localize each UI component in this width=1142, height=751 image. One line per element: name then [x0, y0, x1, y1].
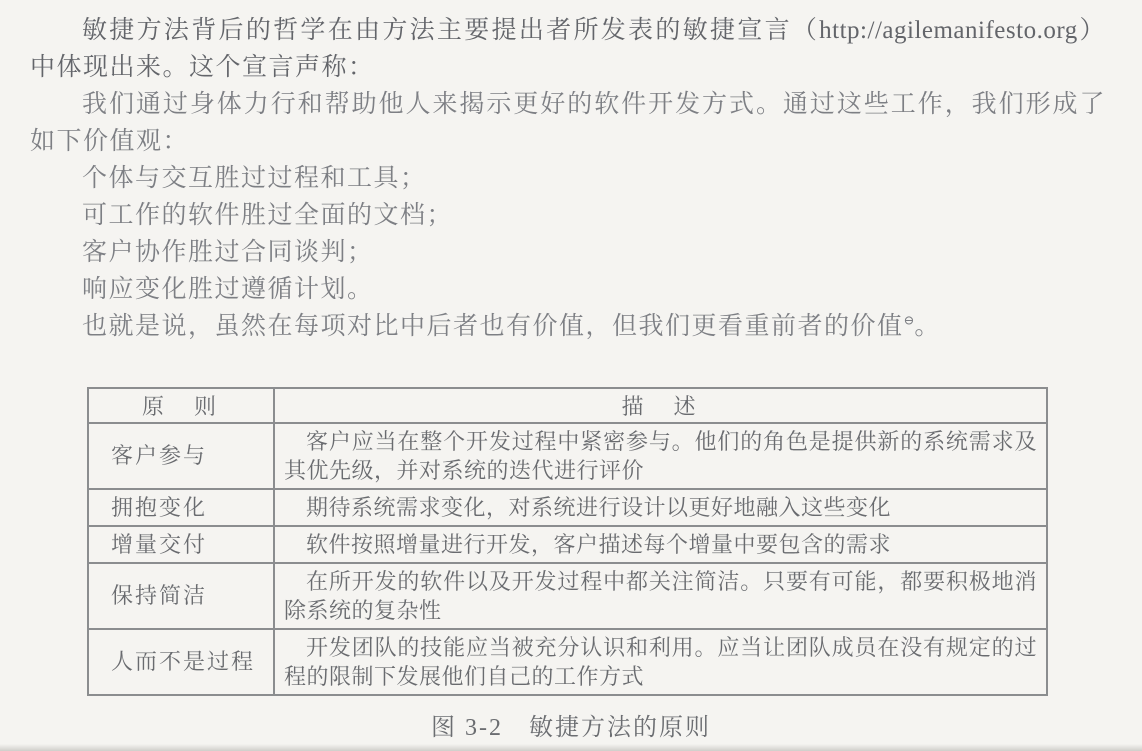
principle-cell: 客户参与	[88, 423, 274, 489]
description-cell: 客户应当在整个开发过程中紧密参与。他们的角色是提供新的系统需求及其优先级，并对系统的迭代进行评价	[274, 423, 1047, 489]
manifesto-paragraph-line-1: 我们通过身体力行和帮助他人来揭示更好的软件开发方式。通过这些工作，我们形成了	[82, 91, 1105, 118]
conclusion-paragraph	[30, 308, 1105, 345]
intro-paragraph-line-2: 中体现出来。这个宣言声称：	[30, 54, 375, 81]
intro-paragraph-line-1: 敏捷方法背后的哲学在由方法主要提出者所发表的敏捷宣言（http://agilemanifesto.org）	[82, 17, 1105, 44]
principle-cell: 拥抱变化	[88, 489, 274, 526]
manifesto-value-individuals: 个体与交互胜过过程和工具；	[82, 165, 427, 192]
footnote-marker: ⊖	[903, 312, 915, 328]
principle-cell: 增量交付	[88, 526, 274, 563]
manifesto-value-working-software: 可工作的软件胜过全面的文档；	[82, 202, 454, 229]
figure-caption: 图 3-2 敏捷方法的原则	[431, 715, 711, 741]
description-cell: 开发团队的技能应当被充分认识和利用。应当让团队成员在没有规定的过程的限制下发展他们自己的工作方式	[274, 629, 1047, 695]
page-bottom-shadow	[0, 744, 1142, 751]
body-text	[30, 12, 1105, 345]
conclusion-text: 也就是说，虽然在每项对比中后者也有价值，但我们更看重前者的价值	[82, 313, 904, 340]
table-row	[88, 563, 1047, 629]
table-header-row	[88, 388, 1047, 423]
description-cell: 期待系统需求变化，对系统进行设计以更好地融入这些变化	[274, 489, 1047, 526]
table-header-description: 描 述	[274, 388, 1047, 423]
description-cell: 在所开发的软件以及开发过程中都关注简洁。只要有可能，都要积极地消除系统的复杂性	[274, 563, 1047, 629]
table-row	[88, 423, 1047, 489]
table-row	[88, 489, 1047, 526]
manifesto-value-customer-collaboration: 客户协作胜过合同谈判；	[82, 239, 374, 266]
principles-table	[87, 387, 1048, 696]
principle-cell: 人而不是过程	[88, 629, 274, 695]
table-row	[88, 526, 1047, 563]
manifesto-value-responding-to-change: 响应变化胜过遵循计划。	[82, 276, 374, 303]
description-cell: 软件按照增量进行开发，客户描述每个增量中要包含的需求	[274, 526, 1047, 563]
principle-cell: 保持简洁	[88, 563, 274, 629]
manifesto-paragraph-line-2: 如下价值观：	[30, 128, 190, 155]
conclusion-period: 。	[914, 313, 941, 340]
table-row	[88, 629, 1047, 695]
table-header-principle: 原 则	[88, 388, 274, 423]
